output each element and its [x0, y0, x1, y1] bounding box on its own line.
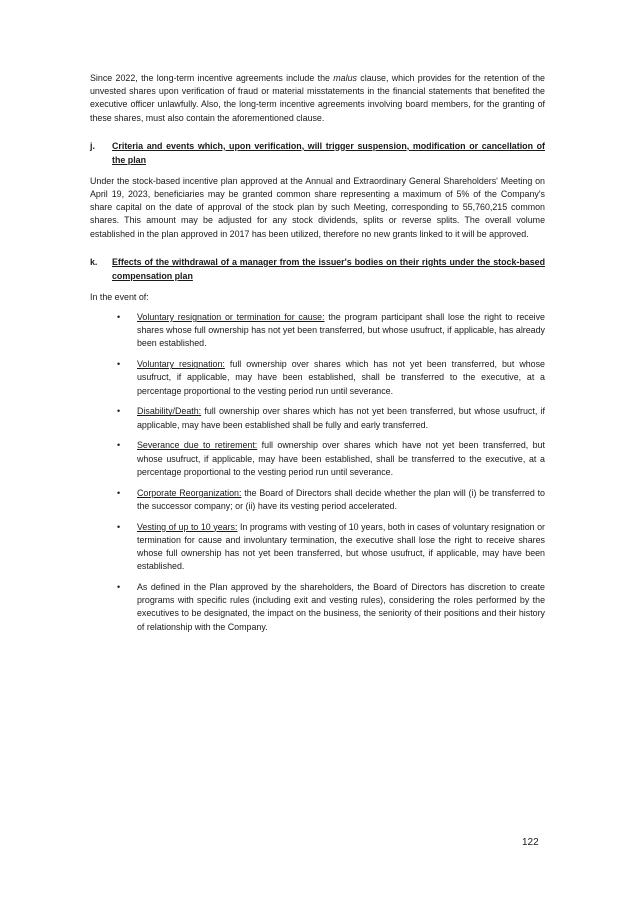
- bullet-lead: Voluntary resignation:: [137, 359, 225, 370]
- bullet-lead: Corporate Reorganization:: [137, 487, 242, 498]
- list-item: [90, 487, 545, 513]
- bullet-lead: Severance due to retirement:: [137, 440, 258, 451]
- bullet-text: In programs with vesting of 10 years, both in cases of voluntary resignation or termination for cause and involuntary termination, the executive shall lose the right to receive shares whose full ownership has not yet been transferred, but whose usufruct, if applicable, may have been established.: [137, 521, 545, 572]
- list-item: [90, 358, 545, 398]
- bullet-icon: •: [117, 406, 121, 417]
- bullet-text: the Board of Directors shall decide whether the plan will (i) be transferred to the successor company; or (ii) have its vesting period accelerated.: [137, 487, 545, 511]
- list-item: [90, 311, 545, 351]
- section-k-heading: [90, 255, 545, 284]
- section-j-body: Under the stock-based incentive plan approved at the Annual and Extraordinary General Shareholders' Meeting on April 19, 2023, beneficiaries may be granted common share representing a maximum of 5% of the Company's share capital on the date of approval of the stock plan by such Meeting, corresponding to 55,760,215 common shares. This amount may be adjusted for any stock dividends, splits or reverse splits. The overall volume established in the plan approved in 2017 has been utilized, therefore no new grants linked to it will be approved.: [90, 175, 545, 239]
- bullet-lead: Vesting of up to 10 years:: [137, 521, 238, 532]
- section-k-letter: k.: [90, 256, 98, 267]
- bullet-icon: •: [117, 521, 121, 532]
- bullet-lead: Disability/Death:: [137, 406, 202, 417]
- section-j-heading: [90, 139, 545, 168]
- list-item: [90, 405, 545, 431]
- section-k-title: Effects of the withdrawal of a manager from the issuer's bodies on their rights under the stock-based compensation plan: [112, 256, 545, 282]
- bullet-icon: •: [117, 359, 121, 370]
- malus-term: malus: [333, 73, 357, 83]
- section-k-bullet-list: [90, 311, 545, 634]
- bullet-icon: •: [117, 312, 121, 323]
- page-number: 122: [522, 837, 539, 848]
- malus-paragraph-text: Since 2022, the long-term incentive agreements include the malus clause, which provides for the retention of the unvested shares upon verification of fraud or material misstatements in the financial statements that benefited the executive officer unlawfully. Also, the long-term incentive agreements involving board members, for the granting of these shares, must also contain the aforementioned clause.: [90, 73, 545, 123]
- list-item: [90, 439, 545, 479]
- document-page: [90, 72, 545, 641]
- section-j-letter: j.: [90, 140, 95, 151]
- bullet-icon: •: [117, 487, 121, 498]
- section-j-title: Criteria and events which, upon verification, will trigger suspension, modification or cancellation of the plan: [112, 140, 545, 166]
- bullet-text: full ownership over shares which has not yet been transferred, but whose usufruct, if applicable, may have been established shall be fully and early transferred.: [137, 406, 545, 430]
- section-k-intro: In the event of:: [90, 291, 149, 302]
- bullet-text: the program participant shall lose the right to receive shares whose full ownership has not yet been transferred, but whose usufruct, if applicable, has already been established.: [137, 312, 545, 349]
- list-item: [90, 521, 545, 574]
- list-item: [90, 581, 545, 634]
- bullet-icon: •: [117, 582, 121, 593]
- bullet-text: full ownership over shares which has not yet been transferred, but whose usufruct, if applicable, may have been established, shall be transferred to the executive, at a percentage proportional to the vesting period run until severance.: [137, 359, 545, 396]
- bullet-lead: Voluntary resignation or termination for cause:: [137, 312, 325, 323]
- malus-paragraph: [90, 72, 545, 125]
- bullet-text: As defined in the Plan approved by the shareholders, the Board of Directors has discretion to create programs with specific rules (including exit and vesting rules), considering the roles performed by the executives to be designated, the impact on the business, the seniority of their positions and their history of relationship with the Company.: [137, 582, 545, 632]
- bullet-icon: •: [117, 440, 121, 451]
- bullet-text: full ownership over shares which have not yet been transferred, but whose usufruct, if applicable, may have been established, shall be transferred to the executive, at a percentage proportional to the vesting period run until severance.: [137, 440, 546, 477]
